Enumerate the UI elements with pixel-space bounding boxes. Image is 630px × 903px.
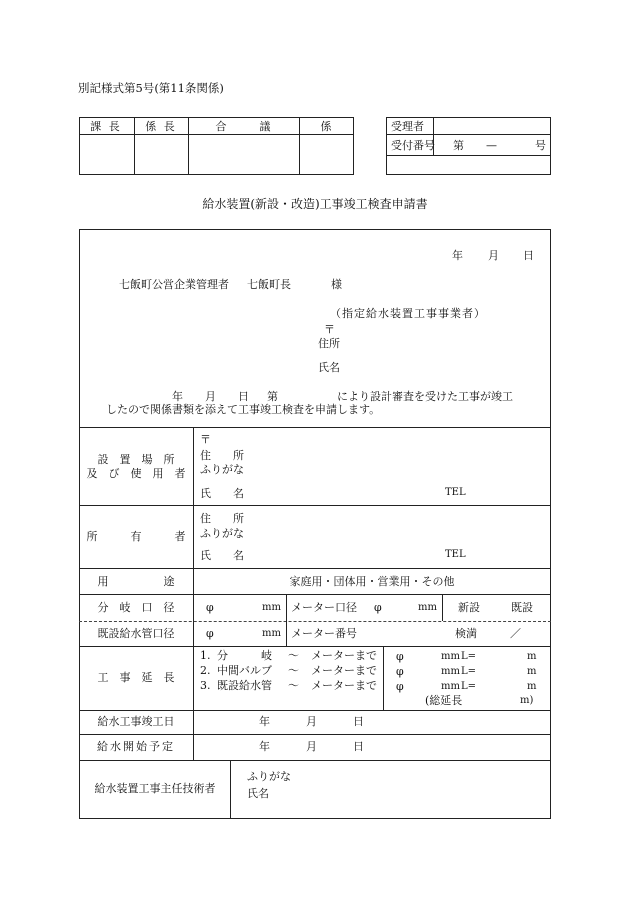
extension-item-no: 2. [200,664,211,677]
body-day: 日 [238,390,249,403]
extension-phi: φ [396,680,404,693]
addressee-person: 七飯町長 [247,278,291,291]
reception-number-suffix: 号 [535,139,546,152]
total-length-unit: m) [520,695,534,706]
extension-item-no: 1. [200,649,211,662]
existing-pipe-label: 既設給水管口径 [97,627,175,640]
extension-phi: φ [396,665,404,678]
reception-number-prefix: 第 [453,139,464,152]
applicant-designation: （指定給水装置工事事業者） [330,307,486,320]
start-date-month: 月 [306,740,317,753]
extension-l-eq: L= [461,651,477,662]
receiver-label: 受理者 [391,120,424,133]
extension-phi: φ [396,650,404,663]
extension-l-eq: L= [461,681,477,692]
extension-m: m [527,666,537,677]
completion-date-day: 日 [353,715,364,728]
engineer-name-label: 氏名 [247,787,269,800]
date-year: 年 [452,249,463,262]
usage-label: 用 途 [97,575,175,588]
start-date-year: 年 [259,740,270,753]
body-line2: したので関係書類を添えて工事竣工検査を申請します。 [106,403,381,416]
extension-item-tilde: ～ [288,664,299,677]
reception-number-label: 受付番号 [391,139,435,152]
extension-item-to: メーターまで [311,664,377,677]
extension-item-name: 分 岐 [217,649,272,662]
site-name-label: 氏 名 [200,487,244,500]
date-month: 月 [488,249,499,262]
start-date-day: 日 [353,740,364,753]
extension-item-to: メーターまで [311,679,377,692]
body-year: 年 [172,390,183,403]
completion-date-year: 年 [259,715,270,728]
approval-header-kakari: 係 [320,120,332,133]
completion-date-label: 給水工事竣工日 [97,715,175,728]
engineer-furigana-label: ふりがな [247,770,291,783]
extension-item-tilde: ～ [288,679,299,692]
extension-item-to: メーターまで [311,649,377,662]
approval-header-kacho: 課 長 [90,120,122,133]
extension-mm: mm [441,681,460,692]
extension-item-tilde: ～ [288,649,299,662]
site-furigana-label: ふりがな [200,463,244,476]
extension-l-eq: L= [461,666,477,677]
extension-m: m [527,651,537,662]
form-id: 別記様式第5号(第11条関係) [78,81,224,95]
body-line1-tail: により設計審査を受けた工事が竣工 [337,390,513,403]
site-label-line2: 及 び 使 用 者 [86,467,186,480]
body-dai: 第 [267,390,278,403]
applicant-address-label: 住所 [318,337,340,350]
extension-item-name: 中間バルブ [217,664,272,677]
usage-options: 家庭用・団体用・営業用・その他 [289,575,455,588]
applicant-name-label: 氏名 [318,361,340,374]
applicant-postal: 〒 [324,323,335,336]
site-label-line1: 設 置 場 所 [97,453,175,466]
body-month: 月 [205,390,216,403]
meter-diameter-label: メーター口径 [291,601,357,614]
meter-phi: φ [374,601,382,614]
approval-header-kakaricho: 係 長 [145,120,177,133]
addressee-org: 七飯町公営企業管理者 [119,278,229,291]
site-postal: 〒 [200,433,211,446]
reception-number-dash: — [486,139,497,152]
engineer-label: 給水装置工事主任技術者 [94,782,216,795]
existing-pipe-phi: φ [206,627,214,640]
approval-header-gogi: 合 議 [215,120,271,133]
option-existing: 既設 [511,601,533,614]
existing-pipe-mm: mm [262,628,281,639]
extension-m: m [527,681,537,692]
site-tel-label: TEL [445,487,466,498]
meter-number-label: メーター番号 [291,627,357,640]
branch-phi: φ [206,601,214,614]
inspection-expiry-label: 検満 [455,627,477,640]
owner-tel-label: TEL [445,549,466,560]
start-date-label: 給水開始予定 [97,740,175,753]
extension-label: 工 事 延 長 [97,671,175,684]
branch-label: 分 岐 口 径 [97,601,175,614]
owner-label: 所 有 者 [86,530,186,543]
owner-name-label: 氏 名 [200,549,244,562]
addressee-honorific: 様 [331,278,342,291]
completion-date-month: 月 [306,715,317,728]
branch-mm: mm [262,602,281,613]
owner-furigana-label: ふりがな [200,527,244,540]
meter-mm: mm [418,602,437,613]
option-new: 新設 [458,601,480,614]
extension-item-name: 既設給水管 [217,679,272,692]
extension-mm: mm [441,666,460,677]
date-day: 日 [523,249,534,262]
extension-mm: mm [441,651,460,662]
owner-address-label: 住 所 [200,512,244,525]
site-address-label: 住 所 [200,449,244,462]
inspection-slash: ／ [510,627,521,640]
extension-item-no: 3. [200,679,211,692]
form-title: 給水装置(新設・改造)工事竣工検査申請書 [202,197,428,211]
total-length-label: (総延長 [425,694,463,707]
